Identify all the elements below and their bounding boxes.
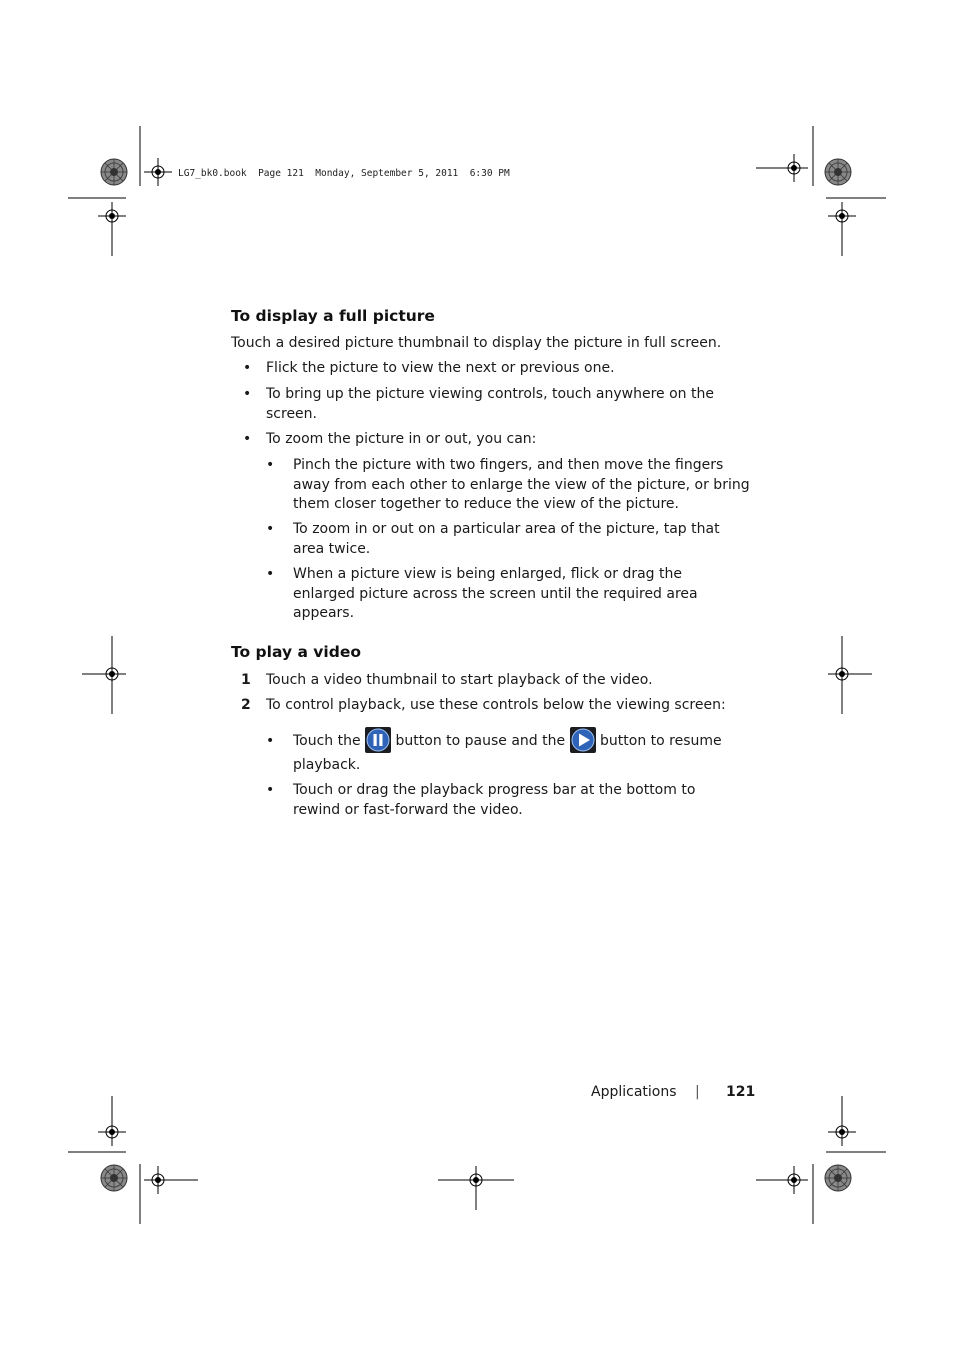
sub-bullet-marker: •: [266, 521, 275, 537]
step-text: Touch a video thumbnail to start playback of the video.: [266, 672, 653, 688]
section-heading-play-video: To play a video: [231, 643, 361, 661]
sub-bullet-marker: •: [266, 782, 275, 798]
sub-bullet-marker: •: [266, 566, 275, 582]
footer-separator: |: [695, 1084, 700, 1100]
bullet-marker: •: [243, 386, 252, 402]
page-number: 121: [726, 1084, 756, 1100]
controls-text-3: button to resume: [600, 733, 722, 749]
pause-button-icon: [365, 727, 391, 753]
list-item: To bring up the picture viewing controls, touch anywhere on the screen.: [266, 386, 714, 422]
list-item: To zoom the picture in or out, you can:: [266, 431, 537, 447]
bullet-marker: •: [243, 360, 252, 376]
sub-list-item-controls: [293, 727, 763, 756]
step-number: 1: [241, 672, 251, 688]
section-intro: Touch a desired picture thumbnail to display the picture in full screen.: [231, 335, 722, 351]
step-text: To control playback, use these controls below the viewing screen:: [266, 697, 726, 713]
footer-section: Applications: [591, 1084, 677, 1100]
sub-list-item: Pinch the picture with two fingers, and then move the fingers away from each other to enlarge the view of the picture, or bring them closer together to reduce the view of the picture.: [293, 457, 750, 512]
sub-bullet-marker: •: [266, 457, 275, 473]
controls-text-1: Touch the: [293, 733, 361, 749]
step-number: 2: [241, 697, 251, 713]
sub-list-item: When a picture view is being enlarged, flick or drag the enlarged picture across the screen until the required area appears.: [293, 566, 698, 621]
controls-text-2: button to pause and the: [395, 733, 566, 749]
sub-list-item: Touch or drag the playback progress bar at the bottom to rewind or fast-forward the video.: [293, 782, 696, 818]
section-heading-full-picture: To display a full picture: [231, 307, 435, 325]
sub-list-item: To zoom in or out on a particular area of the picture, tap that area twice.: [293, 521, 720, 557]
play-button-icon: [570, 727, 596, 753]
bullet-marker: •: [243, 431, 252, 447]
sub-bullet-marker: •: [266, 733, 275, 749]
print-slug: LG7_bk0.book Page 121 Monday, September 5, 2011 6:30 PM: [178, 168, 510, 179]
controls-text-4: playback.: [293, 757, 361, 773]
list-item: Flick the picture to view the next or previous one.: [266, 360, 615, 376]
